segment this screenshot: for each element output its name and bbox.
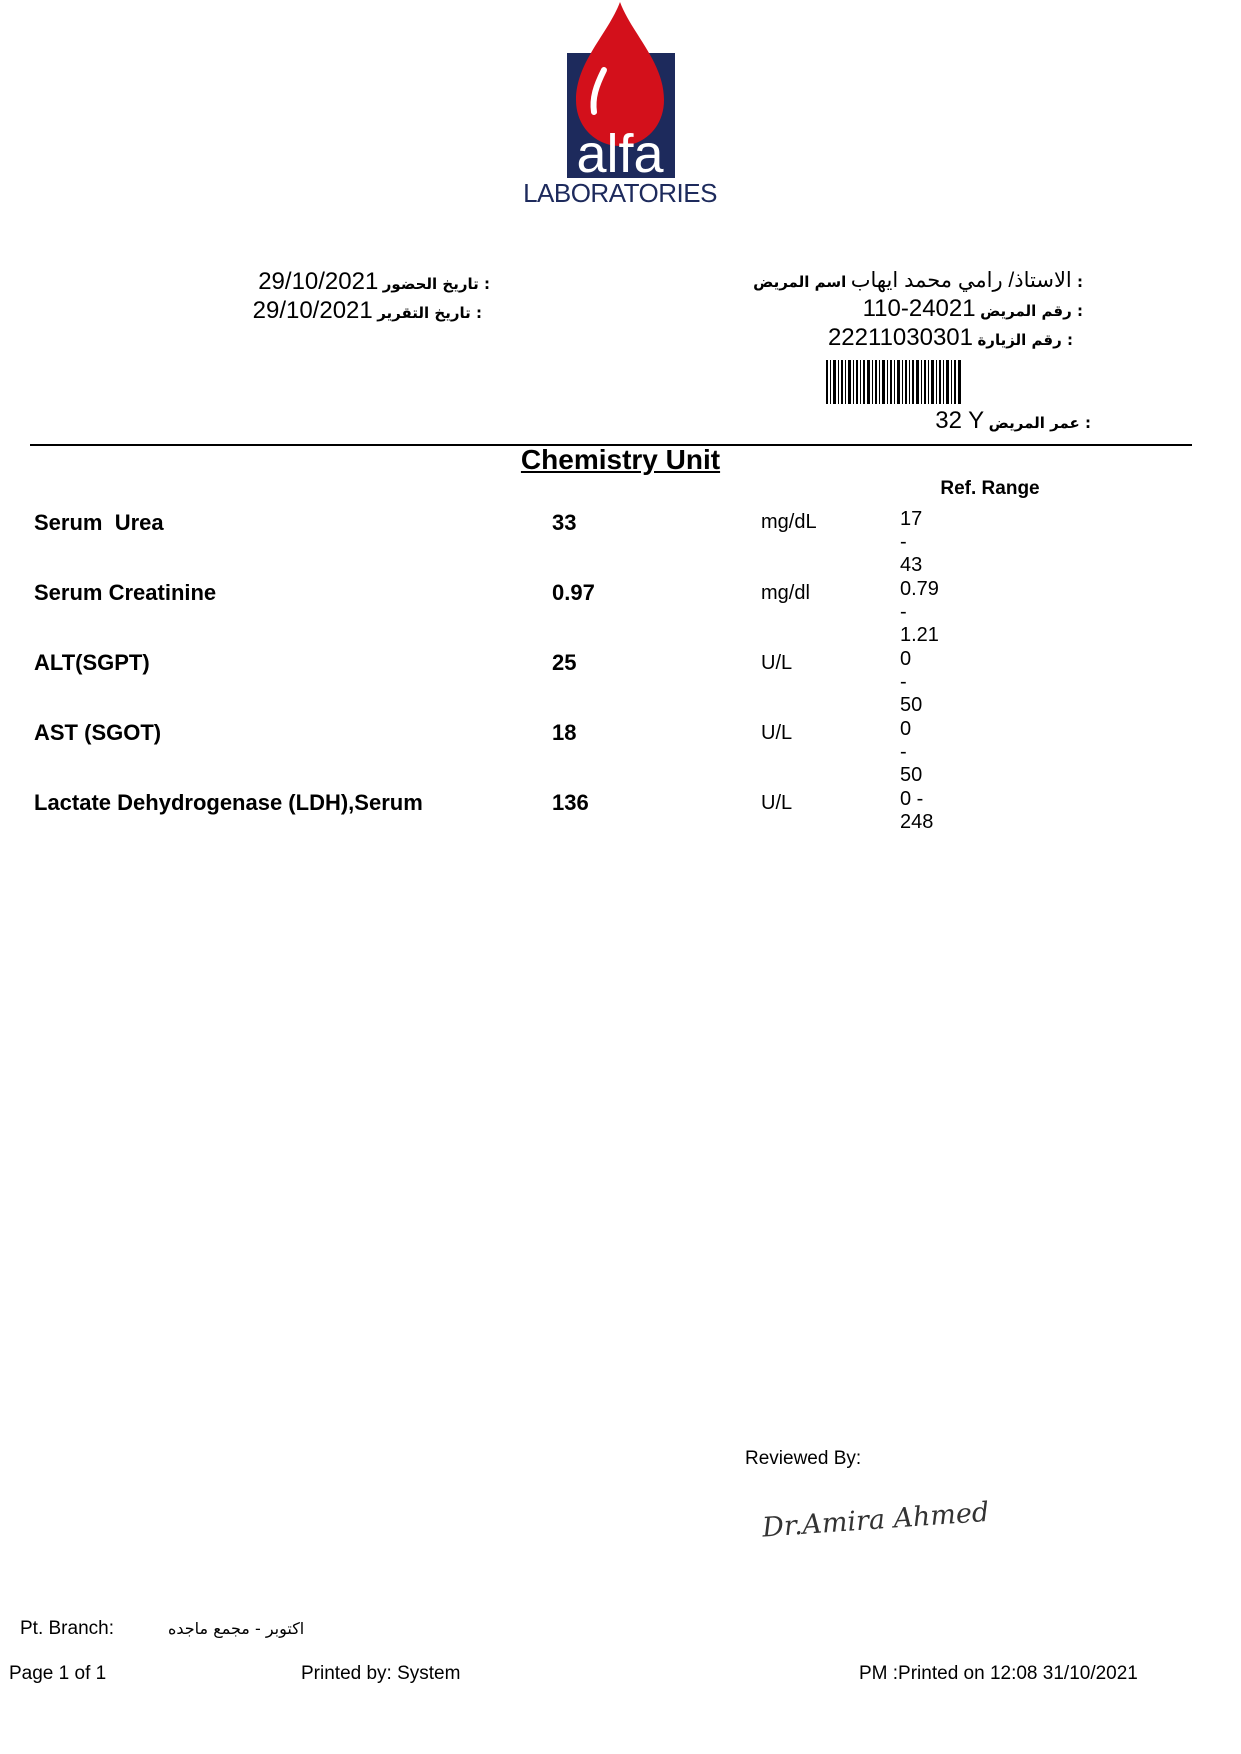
patient-name-row (753, 268, 1083, 293)
test-ref-range: 0 - 50 (900, 718, 923, 786)
test-unit: mg/dl (761, 582, 810, 604)
patient-age-label: عمر المريض : (988, 414, 1091, 432)
logo-subtitle: LABORATORIES (523, 178, 717, 208)
visit-number-value: 22211030301 (827, 324, 973, 351)
patient-name-label: اسم المريض : (753, 273, 1083, 291)
test-result: 25 (552, 650, 577, 675)
attendance-date-row (258, 268, 490, 296)
visit-number-row (828, 324, 1073, 352)
test-name: Lactate Dehydrogenase (LDH),Serum (34, 790, 423, 815)
test-name: ALT(SGPT) (34, 650, 150, 675)
test-result: 18 (552, 720, 577, 745)
test-unit: U/L (761, 792, 793, 814)
signature (758, 1490, 991, 1550)
report-date-row (253, 297, 482, 325)
test-unit: U/L (761, 652, 793, 674)
test-name: AST (SGOT) (34, 720, 162, 745)
test-result: 0.97 (552, 580, 595, 605)
attendance-date-label: تاريخ الحضور : (382, 275, 490, 293)
printed-by: Printed by: System (301, 1663, 461, 1684)
test-unit: mg/dL (761, 511, 817, 533)
patient-id-row (863, 295, 1083, 323)
section-title: Chemistry Unit (520, 444, 721, 475)
printed-on: PM :Printed on 12:08 31/10/2021 (859, 1663, 1138, 1684)
test-name: Serum Creatinine (34, 580, 217, 605)
branch-label: Pt. Branch: (20, 1618, 114, 1639)
barcode (826, 360, 962, 404)
test-ref-range: 0 - 50 (900, 648, 923, 716)
test-result: 33 (552, 510, 577, 535)
svg-text:Dr.Amira Ahmed: Dr.Amira Ahmed (761, 1496, 991, 1544)
ref-range-header: Ref. Range (940, 478, 1040, 499)
page-number: Page 1 of 1 (9, 1663, 107, 1684)
test-result: 136 (552, 790, 589, 815)
test-ref-range: 17 - 43 (900, 508, 923, 576)
attendance-date-value: 29/10/2021 (258, 268, 379, 295)
patient-age-value: 32 Y (935, 407, 985, 434)
svg-text:alfa: alfa (576, 124, 664, 184)
report-date-label: تاريخ التقرير : (377, 304, 482, 322)
patient-id-label: رقم المريض : (980, 302, 1083, 320)
reviewed-by-label: Reviewed By: (745, 1448, 862, 1469)
test-unit: U/L (761, 722, 793, 744)
patient-id-value: 110-24021 (862, 295, 976, 322)
patient-name-value: الاستاذ/ رامي محمد ايهاب (850, 269, 1072, 292)
test-ref-range: 0.79 - 1.21 (900, 578, 939, 646)
visit-number-label: رقم الزيارة : (977, 331, 1073, 349)
branch-value: اكتوبر - مجمع ماجده (168, 1619, 305, 1638)
report-date-value: 29/10/2021 (252, 297, 373, 324)
patient-age-row (935, 407, 1091, 435)
test-name: Serum Urea (34, 510, 164, 535)
test-ref-range: 0 - 248 (900, 788, 934, 833)
